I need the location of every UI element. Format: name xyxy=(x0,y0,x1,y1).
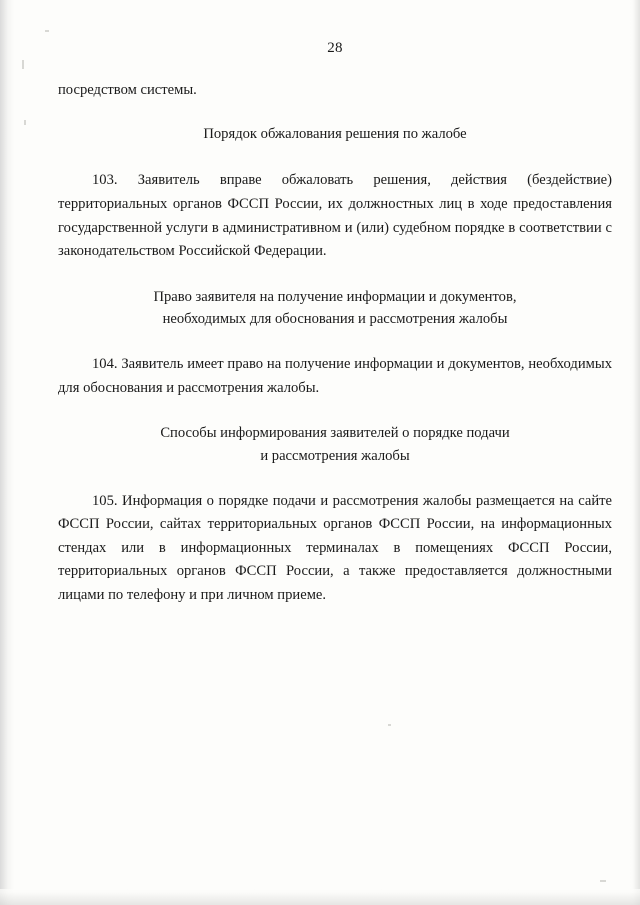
scan-speck xyxy=(388,724,391,726)
paragraph-104: 104. Заявитель имеет право на получение информации и документов, необходимых для обоснования и рассмотрения жалобы. xyxy=(58,356,612,396)
scan-edge-bottom xyxy=(0,889,640,905)
lead-line: посредством системы. xyxy=(58,82,197,98)
heading-line-1: Право заявителя на получение информации и документов, xyxy=(153,288,517,305)
paragraph-105: 105. Информация о порядке подачи и рассмотрения жалобы размещается на сайте ФССП России, сайтах территориальных органов ФССП России, на информационных стендах или в информационных терминалах в помещениях ФССП России, территориальных органов ФССП России, а также предоставляется должностными лицами по телефону и при личном приеме. xyxy=(58,492,612,604)
section-heading-right-to-information xyxy=(58,286,612,331)
paragraph-103: 103. Заявитель вправе обжаловать решения, действия (бездействие) территориальных органов ФССП России, их должностных лиц в ходе предоставления государственной услуги в административном и (или) судебном порядке в соответствии с законодательством Российской Федерации. xyxy=(58,172,612,260)
section-heading-appeal-procedure: Порядок обжалования решения по жалобе xyxy=(203,125,467,142)
scan-speck xyxy=(24,120,26,125)
section-heading-notification-methods xyxy=(58,422,612,467)
scan-speck xyxy=(22,60,24,69)
scan-speck xyxy=(45,30,49,32)
heading-line-2: необходимых для обоснования и рассмотрения жалобы xyxy=(162,311,508,328)
page-number: 28 xyxy=(327,40,343,56)
scan-speck xyxy=(600,880,606,882)
heading-line-1: Способы информирования заявителей о порядке подачи xyxy=(160,425,510,442)
document-text-block xyxy=(58,40,612,608)
heading-line-2: и рассмотрения жалобы xyxy=(260,447,410,464)
scan-edge-left xyxy=(0,0,14,905)
scan-edge-right xyxy=(630,0,640,905)
